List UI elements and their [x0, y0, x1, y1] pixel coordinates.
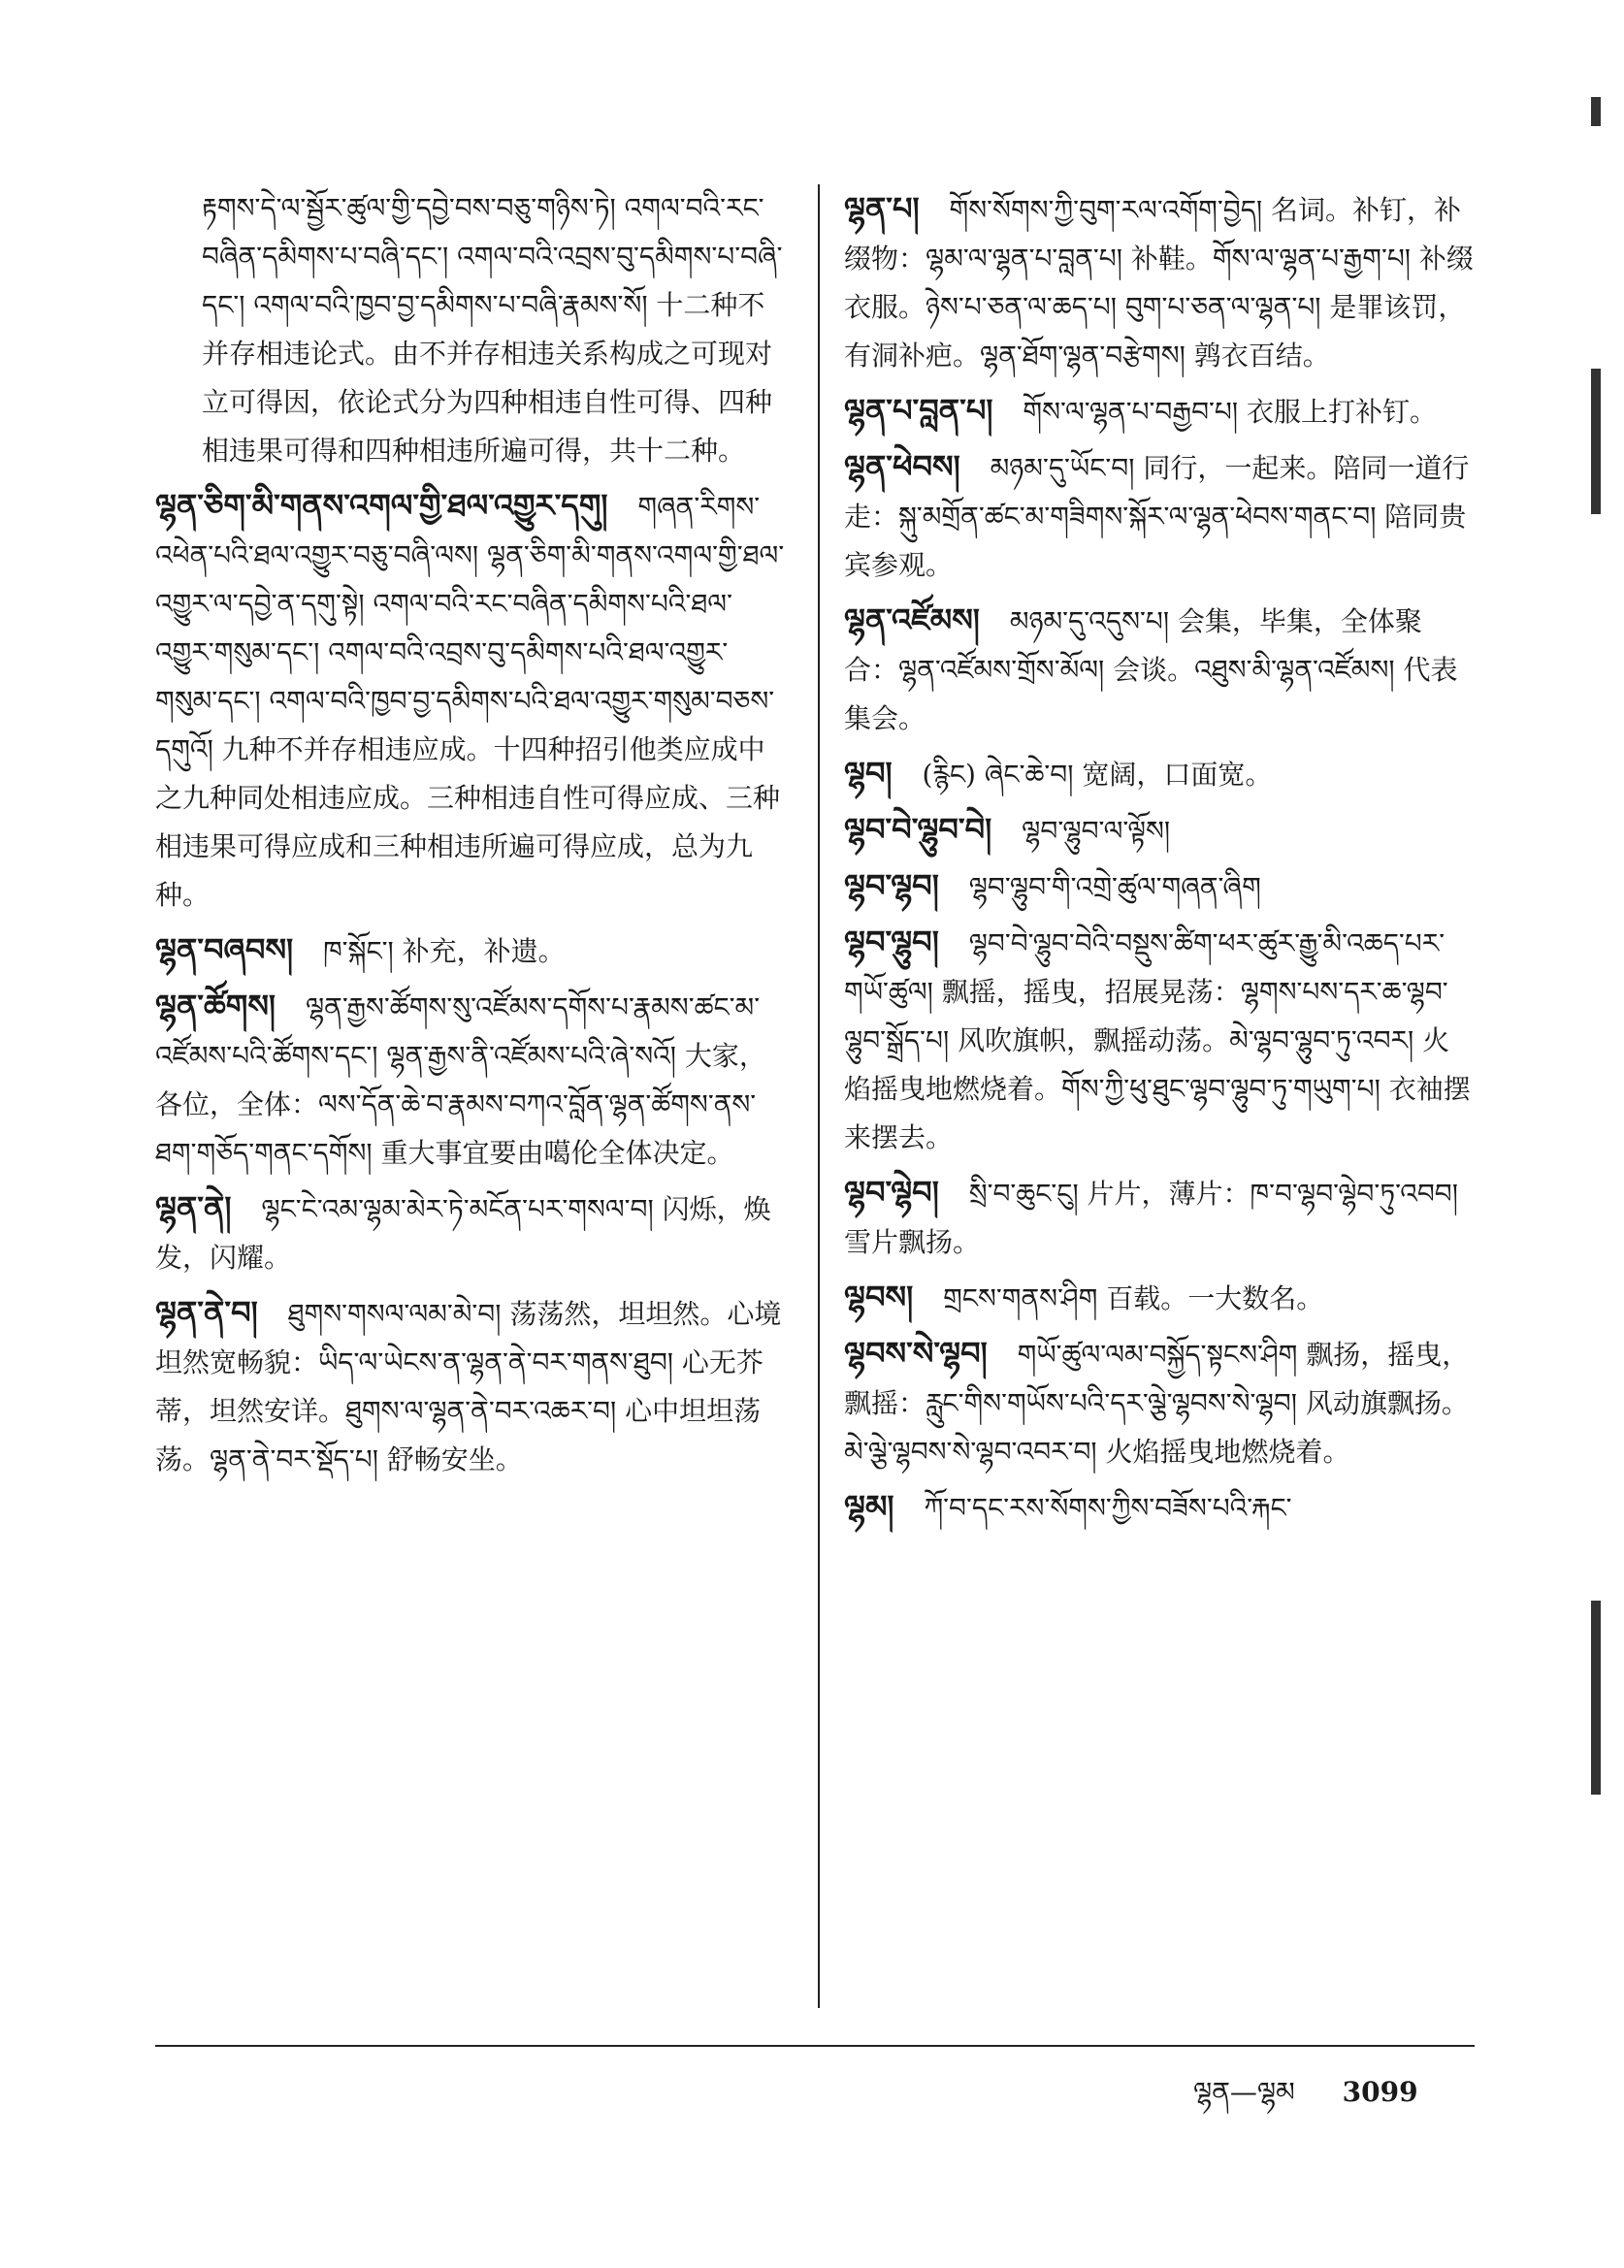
entry-range: ལྷན—ལྷམ: [1193, 2076, 1295, 2108]
definition: ལྷབ་ལྷུབ་གི་འགྲེ་ཚུལ་གཞན་ཞིག: [968, 871, 1261, 903]
definition: (རྙིང) ཞེང་ཆེ་བ། 宽阔，口面宽。: [922, 759, 1273, 791]
dictionary-entry: [844, 1329, 1475, 1476]
footer-rule: [155, 2045, 1475, 2047]
scan-mark: [1591, 97, 1601, 126]
headword: ལྷབ་བེ་ལྷུབ་བེ།: [844, 811, 992, 848]
dictionary-entry: [155, 481, 786, 920]
dictionary-entry: [844, 749, 1475, 799]
headword: ལྷན་པ།: [844, 190, 920, 227]
headword: ལྷན་པ་བླན་པ།: [844, 392, 993, 429]
definition: གཞན་རིགས་འཕེན་པའི་ཐལ་འགྱུར་བཅུ་བཞི་ལས། ལྷན་ཅིག་མི་གནས་འགལ་གྱི་ཐལ་འགྱུར་ལ་དབྱེ་ན་དགུ་སྟེ། འགལ་བའི་རང་བཞིན་དམིགས་པའི་ཐལ་འགྱུར་གསུམ་དང་། འགལ་བའི་འབྲས་བུ་དམིགས་པའི་ཐལ་འགྱུར་གསུམ་དང་། འགལ་བའི་ཁྱབ་བྱ་དམིགས་པའི་ཐལ་འགྱུར་གསུམ་བཅས་དགུའོ། 九种不并存相违应成。十四种招引他类应成中之九种同处相违应成。三种相违自性可得应成、三种相违果可得应成和三种相违所遍可得应成，总为九种。: [155, 491, 785, 911]
dictionary-entry: [155, 1183, 786, 1282]
scan-margin-marks: [1591, 97, 1605, 2037]
dictionary-entry: [844, 596, 1475, 743]
headword: ལྷམ།: [844, 1488, 894, 1525]
definition: གྲངས་གནས་ཤིག 百载。一大数名。: [943, 1282, 1324, 1314]
headword: ལྷབས།: [844, 1279, 914, 1315]
definition: ལྷབ་ལྷུབ་ལ་ལྟོས།: [1022, 815, 1171, 847]
headword: ལྷབ་ལྷུབ།: [844, 923, 939, 960]
left-column: [155, 184, 786, 1490]
headword: ལྷན་ནེ།: [155, 1189, 232, 1226]
headword: ལྷན་ཕེབས།: [844, 448, 960, 485]
definition: ལྷན་རྒྱས་ཚོགས་སུ་འཛོམས་དགོས་པ་རྣམས་ཚང་མ་འཛོམས་པའི་ཚོགས་དང་། ལྷན་རྒྱས་ནི་འཛོམས་པའི་ཞེ་སའོ། 大家，各位，全体：ལས་དོན་ཆེ་བ་རྣམས་བཀའ་བློན་ལྷན་ཚོགས་ནས་ཐག་གཅོད་གནང་དགོས། 重大事宜要由噶伦全体决定。: [155, 991, 766, 1169]
dictionary-entry: [155, 1288, 786, 1484]
definition: གཡོ་ཚུལ་ལམ་བསྐྱོད་སྟངས་ཤིག 飘扬，摇曳，飘摇：རླུང་གིས་གཡོས་པའི་དར་ལྕེ་ལྷབས་སེ་ལྷབ། 风动旗飘扬。མེ་ལྕེ་ལྷབས་སེ་ལྷབ་འབར་བ། 火焰摇曳地燃烧着。: [844, 1339, 1470, 1468]
column-divider: [818, 184, 820, 2008]
definition: ཁ་སྐོང་། 补充，补遗。: [323, 935, 566, 967]
headword: ལྷབ།: [844, 755, 893, 792]
dictionary-entry: [844, 1273, 1475, 1323]
definition: ཐུགས་གསལ་ལམ་མེ་བ། 荡荡然，坦坦然。心境坦然宽畅貌：ཡིད་ལ་ཡེངས་ན་ལྷན་ནེ་བར་གནས་ཐུབ། 心无芥蒂，坦然安详。ཐུགས་ལ་ལྷན་ནེ་བར་འཆར་བ། 心中坦坦荡荡。ལྷན་ནེ་བར་སྡོད་པ། 舒畅安坐。: [155, 1298, 782, 1475]
definition: ཀོ་བ་དང་རས་སོགས་ཀྱིས་བཟོས་པའི་རྐང་: [924, 1492, 1292, 1524]
definition: རྟགས་དེ་ལ་སྦྱོར་ཚུལ་གྱི་དབྱེ་བས་བཅུ་གཉིས་ཏེ། འགལ་བའི་རང་བཞིན་དམིགས་པ་བཞི་དང་། འགལ་བའི་འབྲས་བུ་དམིགས་པ་བཞི་དང་། འགལ་བའི་ཁྱབ་བྱ་དམིགས་པ་བཞི་རྣམས་སོ། 十二种不并存相违论式。由不并存相违关系构成之可现对立可得因，依论式分为四种相违自性可得、四种相违果可得和四种相违所遍可得，共十二种。: [202, 192, 783, 467]
dictionary-entry: [155, 982, 786, 1178]
dictionary-entry: [844, 1168, 1475, 1267]
scan-mark: [1591, 1601, 1601, 1795]
headword: ལྷབ་ལྷབ།: [844, 867, 939, 904]
dictionary-entry: [844, 918, 1475, 1162]
definition: ལྷང་ངེ་འམ་ལྷམ་མེར་ཏེ་མངོན་པར་གསལ་བ། 闪烁，焕发，闪耀。: [155, 1193, 771, 1274]
definition: ལྷབ་བེ་ལྷུབ་བེའི་བསྡུས་ཚིག་ཕར་ཚུར་རྒྱུ་མི་འཆད་པར་གཡོ་ཚུལ། 飘摇，摇曳，招展晃荡：ལྷགས་པས་དར་ཆ་ལྷབ་ལྷུབ་སྒྲོད་པ། 风吹旗帜，飘摇动荡。མེ་ལྷབ་ལྷུབ་ཏུ་འབར། 火焰摇曳地燃烧着。གོས་ཀྱི་ཕུ་ཐུང་ལྷབ་ལྷུབ་ཏུ་གཡུག་པ། 衣袖摆来摆去。: [844, 927, 1471, 1153]
headword: ལྷབས་སེ་ལྷབ།: [844, 1335, 988, 1372]
dictionary-entry: [844, 861, 1475, 912]
headword: ལྷན་བཞབས།: [155, 931, 294, 968]
headword: ལྷན་ཚོགས།: [155, 988, 276, 1024]
continuation-text: [155, 184, 786, 475]
dictionary-entry: [844, 1482, 1475, 1533]
dictionary-entry: [844, 386, 1475, 437]
definition: སྲི་བ་ཆུང་ངུ། 片片，薄片：ཁ་བ་ལྷབ་ལྷེབ་ཏུ་འབབ། 雪片飘扬。: [844, 1178, 1458, 1258]
dictionary-entry: [844, 184, 1475, 380]
definition: མཉམ་དུ་ཡོང་བ། 同行，一起来。陪同一道行走：སྐུ་མགྲོན་ཚང་མ་གཟིགས་སྐོར་ལ་ལྷན་ཕེབས་གནང་བ། 陪同贵宾参观。: [844, 452, 1470, 581]
scan-mark: [1591, 369, 1601, 514]
headword: ལྷན་ཅིག་མི་གནས་འགལ་གྱི་ཐལ་འགྱུར་དགུ།: [155, 487, 608, 524]
dictionary-entry: [155, 925, 786, 976]
right-column: [844, 184, 1475, 1539]
headword: ལྷན་འཛོམས།: [844, 601, 980, 638]
dictionary-entry: [844, 442, 1475, 590]
page-number: 3099: [1342, 2076, 1418, 2108]
definition: གོས་སོགས་ཀྱི་བུག་རལ་འགོག་བྱེད། 名词。补钉，补缀物：ལྷམ་ལ་ལྷན་པ་བླན་པ། 补鞋。གོས་ལ་ལྷན་པ་རྒྱག་པ། 补缀衣服。ཉེས་པ་ཅན་ལ་ཆད་པ། བུག་པ་ཅན་ལ་ལྷན་པ། 是罪该罚，有洞补疤。ལྷན་ཐོག་ལྷན་བརྩེགས། 鹑衣百结。: [844, 194, 1474, 372]
definition: གོས་ལ་ལྷན་པ་བརྒྱབ་པ། 衣服上打补钉。: [1023, 396, 1437, 428]
headword: ལྷན་ནེ་བ།: [155, 1294, 258, 1331]
definition: མཉམ་དུ་འདུས་པ། 会集，毕集，全体聚合：ལྷན་འཛོམས་གྲོས་མོལ། 会谈。འཐུས་མི་ལྷན་འཛོམས། 代表集会。: [844, 605, 1458, 734]
headword: ལྷབ་ལྷེབ།: [844, 1174, 939, 1211]
page-footer: [1193, 2061, 1418, 2138]
dictionary-entry: [844, 805, 1475, 856]
